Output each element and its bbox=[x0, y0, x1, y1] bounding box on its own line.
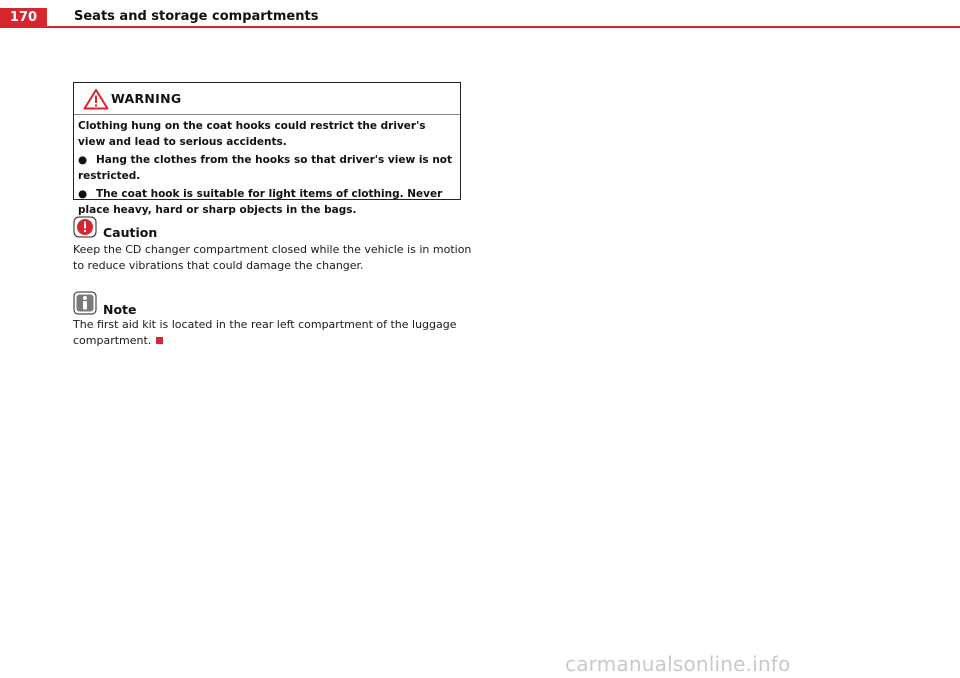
caution-section bbox=[73, 216, 473, 274]
warning-label: WARNING bbox=[111, 91, 182, 106]
warning-triangle-icon bbox=[83, 88, 109, 110]
note-text: The first aid kit is located in the rear left compartment of the luggage compartment. bbox=[73, 318, 457, 347]
note-title: Note bbox=[103, 302, 137, 317]
warning-bullet-1 bbox=[78, 152, 456, 184]
bullet-glyph: ● bbox=[78, 188, 88, 200]
warning-header bbox=[74, 83, 460, 115]
caution-header bbox=[73, 216, 473, 242]
header-rule bbox=[47, 26, 960, 28]
note-header bbox=[73, 291, 473, 317]
page-header bbox=[0, 0, 960, 28]
warning-bullet-text: Hang the clothes from the hooks so that driver's view is not restricted. bbox=[78, 154, 453, 182]
caution-text: Keep the CD changer compartment closed while the vehicle is in motion to reduce vibrations that could damage the changer. bbox=[73, 243, 472, 272]
note-section bbox=[73, 291, 473, 349]
caution-exclamation-icon bbox=[73, 216, 97, 238]
warning-bullet-2 bbox=[78, 186, 456, 218]
page-number: 170 bbox=[0, 8, 47, 28]
caution-title: Caution bbox=[103, 225, 158, 240]
warning-bullet-text: The coat hook is suitable for light items of clothing. Never place heavy, hard or sharp objects in the bags. bbox=[78, 188, 443, 216]
end-mark-icon bbox=[156, 337, 163, 344]
note-info-icon bbox=[73, 291, 97, 315]
bullet-glyph: ● bbox=[78, 154, 88, 166]
page-title: Seats and storage compartments bbox=[74, 9, 319, 24]
note-text-para bbox=[73, 317, 473, 349]
warning-box bbox=[73, 82, 461, 216]
warning-intro: Clothing hung on the coat hooks could restrict the driver's view and lead to serious accidents. bbox=[78, 120, 426, 148]
warning-body bbox=[74, 115, 460, 218]
watermark: carmanualsonline.info bbox=[565, 652, 791, 676]
